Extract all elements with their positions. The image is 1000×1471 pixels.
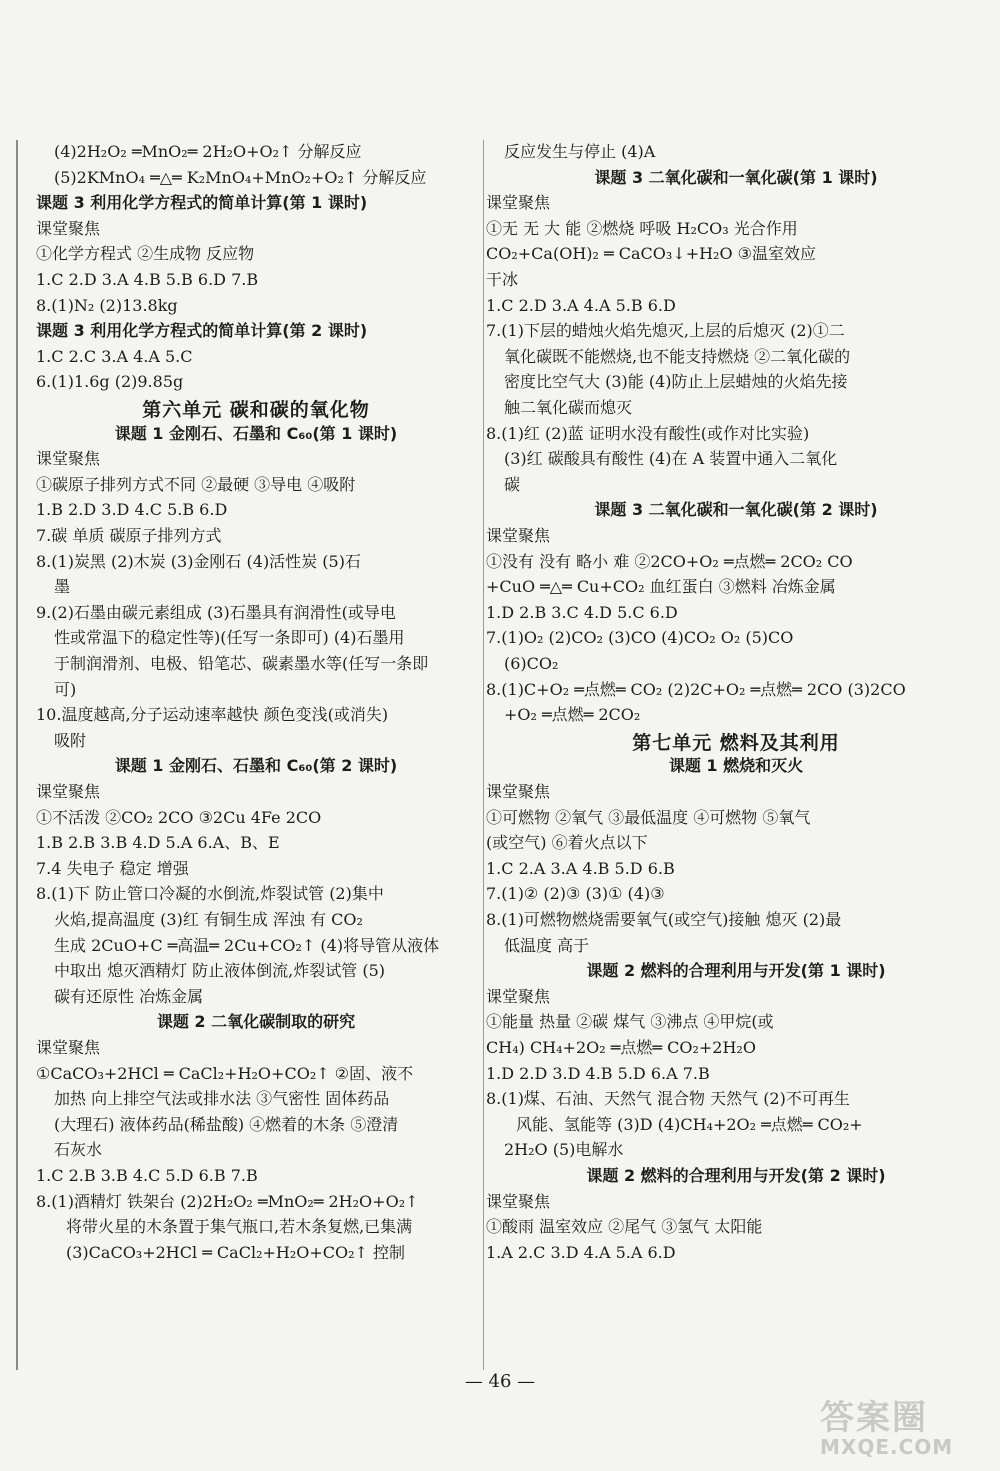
answer-line: 课堂聚焦 [486, 526, 551, 545]
answer-line: 课堂聚焦 [36, 1038, 101, 1057]
answer-line: 1.D 2.B 3.C 4.D 5.C 6.D [486, 602, 678, 622]
section-heading: 课题 3 利用化学方程式的简单计算(第 1 课时) [36, 193, 368, 213]
section-heading: 课题 2 燃料的合理利用与开发(第 2 课时) [586, 1166, 886, 1185]
answer-line: 干冰 [486, 270, 519, 289]
answer-line: 石灰水 [54, 1140, 103, 1160]
answer-line: ①化学方程式 ②生成物 反应物 [36, 244, 255, 264]
answer-line: +CuO ═△═ Cu+CO₂ 血红蛋白 ③燃料 冶炼金属 [486, 577, 836, 597]
answer-line: 课堂聚焦 [36, 449, 101, 469]
answer-line: 碳有还原性 冶炼金属 [54, 986, 204, 1006]
answer-line: 墨 [54, 577, 71, 597]
answer-line: CH₄) CH₄+2O₂ ═点燃═ CO₂+2H₂O [486, 1038, 756, 1057]
section-heading: 课题 1 金刚石、石墨和 C₆₀(第 2 课时) [114, 756, 398, 776]
section-heading: 课题 3 二氧化碳和一氧化碳(第 2 课时) [594, 500, 878, 520]
answer-line: 火焰,提高温度 (3)红 有铜生成 浑浊 有 CO₂ [54, 910, 363, 929]
answer-line: 吸附 [54, 730, 87, 750]
answer-line: 可) [54, 679, 77, 699]
answer-line: 2H₂O (5)电解水 [504, 1140, 624, 1160]
answer-line: 1.C 2.C 3.A 4.A 5.C [36, 346, 193, 366]
answer-line: 于制润滑剂、电极、铅笔芯、碳素墨水等(任写一条即 [54, 654, 429, 673]
answer-line: ①酸雨 温室效应 ②尾气 ③氢气 太阳能 [486, 1217, 763, 1237]
answer-line: 7.(1)下层的蜡烛火焰先熄灭,上层的后熄灭 (2)①二 [486, 321, 845, 341]
answer-line: 8.(1)下 防止管口冷凝的水倒流,炸裂试管 (2)集中 [36, 884, 384, 904]
answer-line: 加热 向上排空气法或排水法 ③气密性 固体药品 [54, 1089, 390, 1109]
answer-line: 1.C 2.A 3.A 4.B 5.D 6.B [486, 858, 675, 878]
answer-line: (6)CO₂ [504, 654, 559, 673]
answer-line: 密度比空气大 (3)能 (4)防止上层蜡烛的火焰先接 [504, 372, 848, 392]
answer-line: ①可燃物 ②氧气 ③最低温度 ④可燃物 ⑤氧气 [486, 807, 811, 827]
answer-line: 7.(1)O₂ (2)CO₂ (3)CO (4)CO₂ O₂ (5)CO [486, 628, 794, 648]
answer-line: ①碳原子排列方式不同 ②最硬 ③导电 ④吸附 [36, 474, 356, 494]
site-watermark [820, 1400, 990, 1460]
answer-line: 8.(1)N₂ (2)13.8kg [36, 295, 178, 315]
answer-line: 8.(1)红 (2)蓝 证明水没有酸性(或作对比实验) [486, 423, 810, 443]
page-number: — 46 — [464, 1371, 536, 1392]
watermark-logo-text: 答案圈 [820, 1398, 928, 1438]
answer-line: 8.(1)C+O₂ ═点燃═ CO₂ (2)2C+O₂ ═点燃═ 2CO (3)2CO [486, 679, 906, 699]
section-heading: 第六单元 碳和碳的氧化物 [142, 399, 370, 421]
answer-line: 触二氧化碳而熄灭 [504, 398, 633, 417]
answer-line: (大理石) 液体药品(稀盐酸) ④燃着的木条 ⑤澄清 [54, 1114, 399, 1134]
answer-line: 将带火星的木条置于集气瓶口,若木条复燃,已集满 [66, 1217, 413, 1237]
section-heading: 课题 2 二氧化碳制取的研究 [156, 1012, 356, 1032]
answer-line: 中取出 熄灭酒精灯 防止液体倒流,炸裂试管 (5) [54, 961, 386, 981]
answer-line: 7.碳 单质 碳原子排列方式 [36, 526, 222, 545]
answer-line: 8.(1)煤、石油、天然气 混合物 天然气 (2)不可再生 [486, 1089, 850, 1109]
answer-line: 1.A 2.C 3.D 4.A 5.A 6.D [486, 1242, 676, 1262]
answer-line: 课堂聚焦 [486, 782, 551, 801]
answer-line: 7.4 失电子 稳定 增强 [36, 858, 189, 878]
answer-line: 8.(1)酒精灯 铁架台 (2)2H₂O₂ ═MnO₂═ 2H₂O+O₂↑ [36, 1191, 419, 1211]
answer-line: ①没有 没有 略小 难 ②2CO+O₂ ═点燃═ 2CO₂ CO [486, 551, 853, 571]
answer-line: ①能量 热量 ②碳 煤气 ③沸点 ④甲烷(或 [486, 1012, 774, 1032]
answer-line: +O₂ ═点燃═ 2CO₂ [504, 705, 641, 725]
answer-line: (3)红 碳酸具有酸性 (4)在 A 装置中通入二氧化 [504, 449, 838, 469]
answer-line: 1.C 2.D 3.A 4.B 5.B 6.D 7.B [36, 270, 259, 289]
answer-line: 1.C 2.B 3.B 4.C 5.D 6.B 7.B [36, 1166, 258, 1185]
answer-line: (4)2H₂O₂ ═MnO₂═ 2H₂O+O₂↑ 分解反应 [54, 142, 362, 161]
column-divider [483, 140, 484, 1370]
answer-line: 课堂聚焦 [36, 782, 101, 801]
answer-line: ①无 无 大 能 ②燃烧 呼吸 H₂CO₃ 光合作用 [486, 218, 798, 238]
section-heading: 课题 1 金刚石、石墨和 C₆₀(第 1 课时) [114, 423, 398, 443]
answer-line: ①CaCO₃+2HCl ═ CaCl₂+H₂O+CO₂↑ ②固、液不 [36, 1063, 414, 1083]
answer-line: 8.(1)炭黑 (2)木炭 (3)金刚石 (4)活性炭 (5)石 [36, 551, 361, 571]
answer-line: 9.(2)石墨由碳元素组成 (3)石墨具有润滑性(或导电 [36, 602, 396, 622]
answer-line: 课堂聚焦 [486, 193, 551, 213]
answer-line: 8.(1)可燃物燃烧需要氧气(或空气)接触 熄灭 (2)最 [486, 910, 842, 929]
answer-line: 氧化碳既不能燃烧,也不能支持燃烧 ②二氧化碳的 [504, 346, 851, 366]
answer-line: 课堂聚焦 [36, 218, 101, 238]
answer-line: ①不活泼 ②CO₂ 2CO ③2Cu 4Fe 2CO [36, 807, 322, 827]
section-heading: 第七单元 燃料及其利用 [632, 731, 840, 754]
answer-line: 风能、氢能等 (3)D (4)CH₄+2O₂ ═点燃═ CO₂+ [516, 1114, 863, 1134]
section-heading: 课题 2 燃料的合理利用与开发(第 1 课时) [586, 961, 886, 981]
answer-line: (或空气) ⑥着火点以下 [486, 833, 648, 853]
answer-line: 反应发生与停止 (4)A [504, 142, 656, 161]
answer-line: 碳 [504, 474, 521, 494]
answer-line: 课堂聚焦 [486, 1191, 551, 1211]
answer-line: 性或常温下的稳定性等)(任写一条即可) (4)石墨用 [54, 628, 405, 648]
answer-line: 6.(1)1.6g (2)9.85g [36, 372, 184, 392]
watermark-url: MXQE.COM [820, 1435, 954, 1459]
answer-line: 1.B 2.B 3.B 4.D 5.A 6.A、B、E [36, 833, 280, 853]
answer-line: 1.B 2.D 3.D 4.C 5.B 6.D [36, 500, 228, 520]
section-heading: 课题 1 燃烧和灭火 [668, 756, 804, 776]
answer-line: 低温度 高于 [504, 935, 590, 955]
answer-line: 7.(1)② (2)③ (3)① (4)③ [486, 884, 665, 904]
section-heading: 课题 3 利用化学方程式的简单计算(第 2 课时) [36, 321, 368, 341]
answer-line: 10.温度越高,分子运动速率越快 颜色变浅(或消失) [36, 705, 389, 725]
answer-line: CO₂+Ca(OH)₂ ═ CaCO₃↓+H₂O ③温室效应 [486, 244, 817, 264]
answer-line: 1.D 2.D 3.D 4.B 5.D 6.A 7.B [486, 1063, 710, 1083]
answer-line: 课堂聚焦 [486, 986, 551, 1006]
section-heading: 课题 3 二氧化碳和一氧化碳(第 1 课时) [594, 167, 878, 187]
answer-line: 生成 2CuO+C ═高温═ 2Cu+CO₂↑ (4)将导管从液体 [54, 935, 440, 955]
answer-line: (3)CaCO₃+2HCl ═ CaCl₂+H₂O+CO₂↑ 控制 [66, 1242, 406, 1262]
answer-line: (5)2KMnO₄ ═△═ K₂MnO₄+MnO₂+O₂↑ 分解反应 [54, 167, 427, 187]
answer-line: 1.C 2.D 3.A 4.A 5.B 6.D [486, 295, 676, 315]
binding-margin-line [16, 140, 18, 1370]
